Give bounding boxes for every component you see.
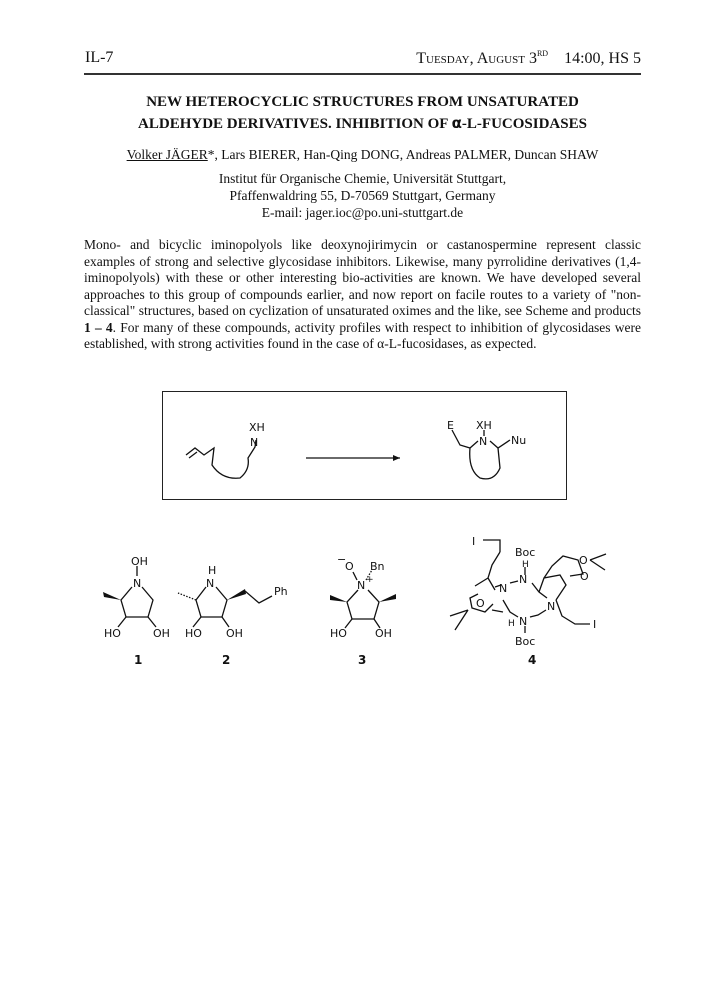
c3-minus: − xyxy=(337,553,347,566)
product-e: E xyxy=(447,419,454,432)
co-authors: *, Lars BIERER, Han-Qing DONG, Andreas PALMER, Duncan SHAW xyxy=(207,147,599,162)
c1-ho: HO xyxy=(104,627,121,640)
c2-ph: Ph xyxy=(274,585,288,598)
session-time-room: 14:00, HS 5 xyxy=(564,50,641,67)
compound-1-label: 1 xyxy=(134,653,143,667)
wedge-bond xyxy=(330,594,396,602)
c4-i-top: I xyxy=(472,535,476,548)
reactant-xh: XH xyxy=(249,421,265,434)
title-alpha: α xyxy=(451,114,462,132)
product-xh: XH xyxy=(476,419,492,432)
compound-4-label: 4 xyxy=(528,653,537,667)
compound-range: 1 – 4 xyxy=(84,319,113,335)
abstract-part-1: Mono- and bicyclic iminopolyols like deoxynojirimycin or castanospermine represent classic examples of strong and selective glycosidase inhibitors. Likewise, many pyrrolidine derivatives (1,4-iminopolyols) with these or other interesting bio-activities are known. We have developed several approaches to this group of compounds earlier, and now report on facile routes to a variety of "non-classical" structures, based on cyclization of unsaturated oximes and the like, see Scheme and products xyxy=(84,237,641,318)
c4-o-4: O xyxy=(580,570,589,583)
c4-o-1: O xyxy=(476,597,485,610)
compound-1-bonds xyxy=(118,566,156,627)
c4-boc-bottom: Boc xyxy=(515,635,536,648)
c4-boc-top: Boc xyxy=(515,546,536,559)
compound-3-label: 3 xyxy=(358,653,367,667)
c1-oh-top: OH xyxy=(131,555,148,568)
c4-i-bottom: I xyxy=(593,618,597,631)
c3-oh: OH xyxy=(375,627,392,640)
wedge-bond xyxy=(103,592,121,600)
affiliation-email: E-mail: jager.ioc@po.uni-stuttgart.de xyxy=(261,205,464,220)
c4-n-bottom: N xyxy=(519,615,528,628)
c1-n: N xyxy=(133,577,142,590)
c4-n-top: N xyxy=(519,573,528,586)
abstract-part-2: . For many of these compounds, activity profiles with respect to inhibition of glycosidases were established, with strong activities found in the case of α-L-fucosidases, as expected. xyxy=(84,319,641,351)
scheme-reactant xyxy=(186,440,256,478)
affiliation-line-1: Institut für Organische Chemie, Universität Stuttgart, xyxy=(218,171,507,186)
c4-o-3: O xyxy=(579,554,588,567)
title-line-2-end: -L-FUCOSIDASES xyxy=(461,116,587,132)
c2-h: H xyxy=(208,564,217,577)
product-n: N xyxy=(479,435,488,448)
c4-h-bottom: H xyxy=(508,619,515,629)
c4-n-right: N xyxy=(547,600,556,613)
reactant-n: N xyxy=(250,436,259,449)
c1-oh: OH xyxy=(153,627,170,640)
wedge-bond xyxy=(227,589,246,600)
c2-oh: OH xyxy=(226,627,243,640)
arrow-head xyxy=(393,455,400,461)
c3-plus: + xyxy=(366,575,374,585)
c3-bn: Bn xyxy=(370,560,385,573)
title-line-2-text: ALDEHYDE DERIVATIVES. INHIBITION OF xyxy=(138,116,452,132)
c4-h-top: H xyxy=(522,560,529,570)
c3-o: O xyxy=(345,560,354,573)
title-line-1: NEW HETEROCYCLIC STRUCTURES FROM UNSATURATED xyxy=(146,94,579,110)
c3-n: N xyxy=(357,579,366,592)
compound-2-label: 2 xyxy=(222,653,231,667)
session-day: Tuesday, August 3 xyxy=(416,50,537,67)
c2-n: N xyxy=(206,577,215,590)
day-suffix: RD xyxy=(536,49,549,58)
c4-n-left: N xyxy=(499,582,508,595)
product-nu: Nu xyxy=(511,434,527,447)
c2-ho: HO xyxy=(185,627,202,640)
compound-2-bonds xyxy=(178,587,272,627)
session-code: IL-7 xyxy=(85,49,114,66)
affiliation-line-2: Pfaffenwaldring 55, D-70569 Stuttgart, Germany xyxy=(229,188,496,203)
c3-ho: HO xyxy=(330,627,347,640)
presenting-author: Volker JÄGER xyxy=(126,147,208,162)
